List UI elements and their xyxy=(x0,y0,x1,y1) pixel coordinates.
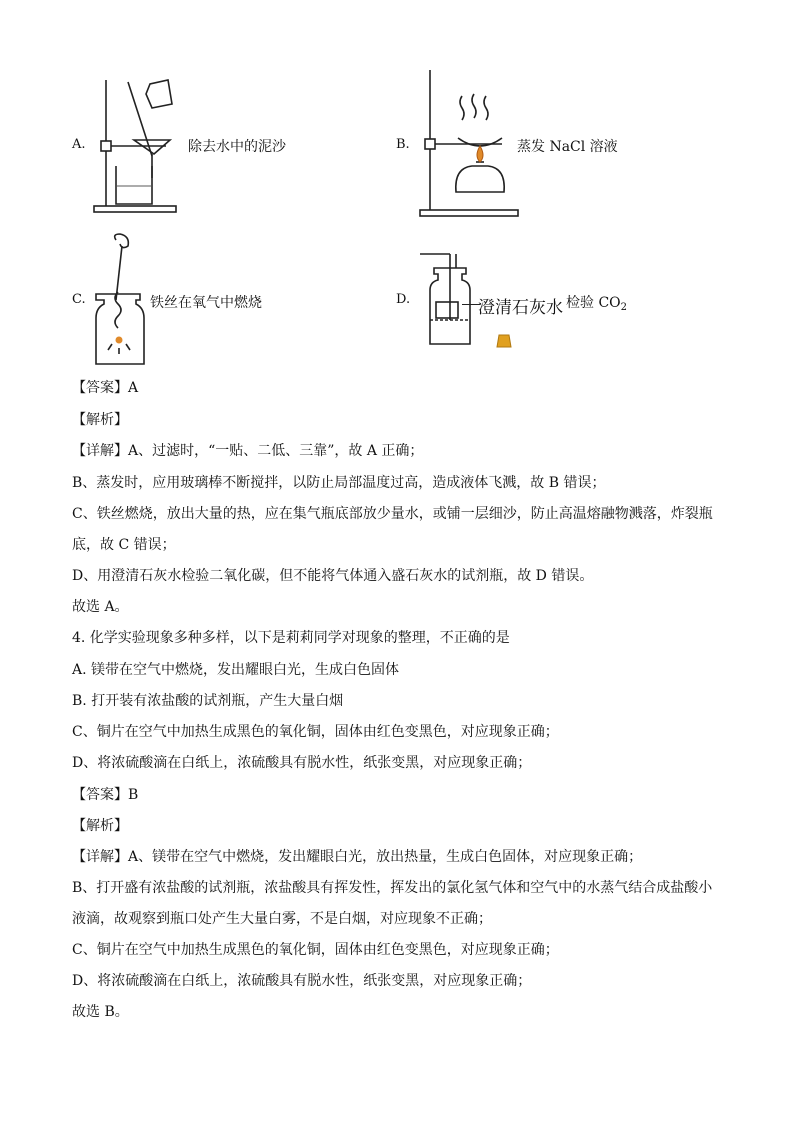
q4-option-c: C、铜片在空气中加热生成黑色的氧化铜，固体由红色变黑色，对应现象正确； xyxy=(72,724,559,740)
q3-detail-b: B、蒸发时，应用玻璃棒不断搅拌，以防止局部温度过高，造成液体飞溅，故 B 错误； xyxy=(72,475,606,491)
option-d-text xyxy=(566,292,627,313)
q4-detail-c: C、铜片在空气中加热生成黑色的氧化铜，固体由红色变黑色，对应现象正确； xyxy=(72,942,559,958)
option-a-text: 除去水中的泥沙 xyxy=(188,139,286,155)
option-d-letter: D. xyxy=(396,292,411,307)
q3-detail-a: 【详解】A、过滤时，“一贴、二低、三靠”，故 A 正确； xyxy=(72,443,424,459)
q4-detail-b-line2: 液滴，故观察到瓶口处产生大量白雾，不是白烟，对应现象不正确； xyxy=(72,911,492,927)
q4-option-a: A. 镁带在空气中燃烧，发出耀眼白光，生成白色固体 xyxy=(72,662,400,678)
limewater-bottle-illustration xyxy=(418,250,484,350)
q4-stem: 4. 化学实验现象多种多样，以下是莉莉同学对现象的整理，不正确的是 xyxy=(72,630,510,646)
filtration-apparatus-illustration xyxy=(92,78,182,218)
q4-detail-d: D、将浓硫酸滴在白纸上，浓硫酸具有脱水性，纸张变黑，对应现象正确； xyxy=(72,973,532,989)
q4-choose: 故选 B。 xyxy=(72,1004,129,1020)
q3-analysis-heading: 【解析】 xyxy=(72,412,128,428)
option-b-letter: B. xyxy=(396,137,410,152)
option-c-text: 铁丝在氧气中燃烧 xyxy=(150,295,262,311)
iron-wire-bottle-illustration xyxy=(92,232,148,372)
q4-detail-b-line1: B、打开盛有浓盐酸的试剂瓶，浓盐酸具有挥发性，挥发出的氯化氢气体和空气中的水蒸气结合成盐酸小 xyxy=(72,880,713,896)
evaporation-apparatus-illustration xyxy=(418,68,522,220)
q4-option-d: D、将浓硫酸滴在白纸上，浓硫酸具有脱水性，纸张变黑，对应现象正确； xyxy=(72,755,532,771)
option-d-label: 澄清石灰水 xyxy=(478,298,563,318)
option-c-letter: C. xyxy=(72,292,86,307)
option-a-letter: A. xyxy=(72,137,86,152)
q4-detail-a: 【详解】A、镁带在空气中燃烧，发出耀眼白光，放出热量，生成白色固体，对应现象正确； xyxy=(72,849,643,865)
option-b-text: 蒸发 NaCl 溶液 xyxy=(517,139,618,155)
q3-detail-c-line2: 底，故 C 错误； xyxy=(72,537,176,553)
alcohol-lamp-icon xyxy=(494,332,514,348)
q4-option-b: B. 打开装有浓盐酸的试剂瓶，产生大量白烟 xyxy=(72,693,344,709)
option-d-text-main: 检验 CO xyxy=(566,295,621,311)
q3-detail-d: D、用澄清石灰水检验二氧化碳，但不能将气体通入盛石灰水的试剂瓶，故 D 错误。 xyxy=(72,568,594,584)
option-d-text-subscript: 2 xyxy=(620,302,628,313)
q4-analysis-heading: 【解析】 xyxy=(72,818,128,834)
q3-answer: 【答案】A xyxy=(72,380,139,396)
q3-choose: 故选 A。 xyxy=(72,599,129,615)
q3-detail-c-line1: C、铁丝燃烧，放出大量的热，应在集气瓶底部放少量水，或铺一层细沙，防止高温熔融物溅落，炸裂瓶 xyxy=(72,506,713,522)
q4-answer: 【答案】B xyxy=(72,787,139,803)
